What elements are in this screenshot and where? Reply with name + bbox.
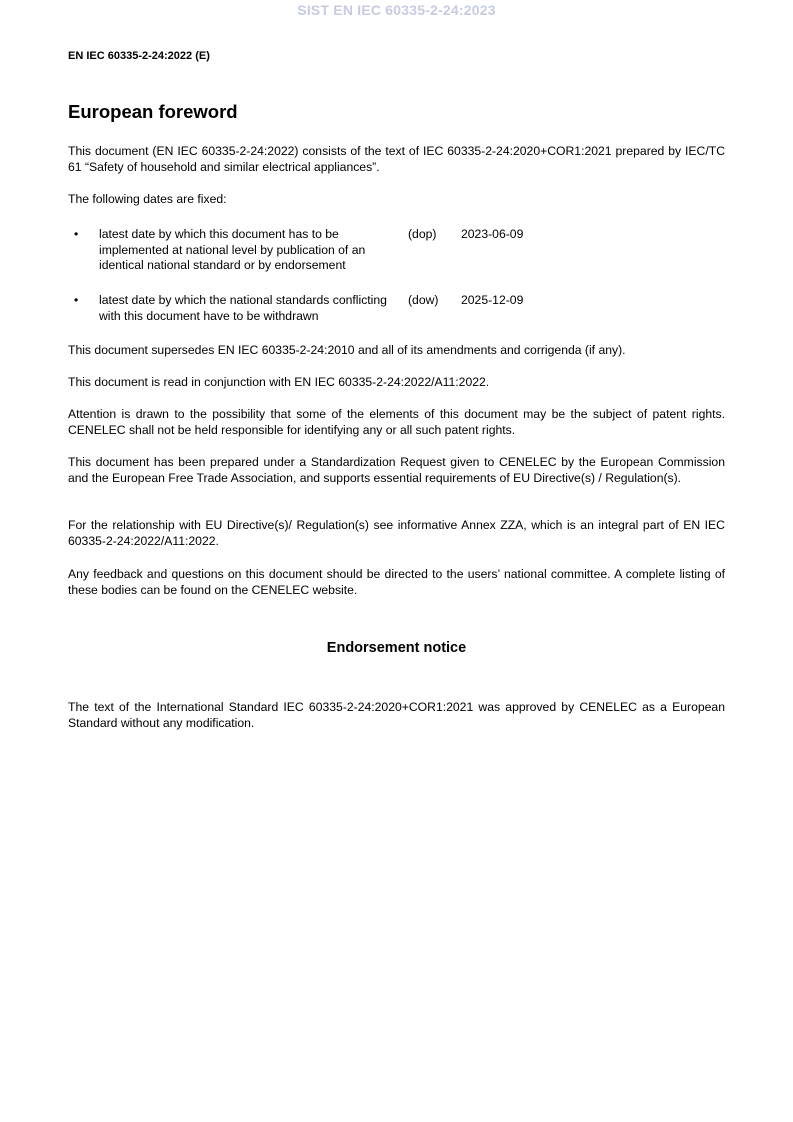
endorsement-heading: Endorsement notice: [326, 640, 467, 656]
date-value: 2023-06-09: [461, 227, 524, 241]
standardization-request-paragraph: This document has been prepared under a Standardization Request given to CENELEC by the European Commission and the European Free Trade Association, and supports essential requirements of EU Directive(s) / Regulation(s).: [68, 455, 725, 485]
endorsement-paragraph: The text of the International Standard IEC 60335-2-24:2020+COR1:2021 was approved by CENELEC as a European Standard without any modification.: [68, 700, 725, 730]
page-title: European foreword: [68, 101, 238, 122]
date-description: latest date by which the national standards conflicting with this document have to be withdrawn: [99, 293, 387, 323]
date-row-dow: [68, 293, 725, 341]
watermark: SIST EN IEC 60335-2-24:2023: [297, 2, 496, 18]
intro-paragraph: This document (EN IEC 60335-2-24:2022) consists of the text of IEC 60335-2-24:2020+COR1:2021 prepared by IEC/TC 61 “Safety of household and similar electrical appliances”.: [68, 144, 725, 174]
supersedes-paragraph: This document supersedes EN IEC 60335-2-24:2010 and all of its amendments and corrigenda (if any).: [68, 343, 626, 357]
document-id: EN IEC 60335-2-24:2022 (E): [68, 50, 210, 62]
patent-paragraph: Attention is drawn to the possibility that some of the elements of this document may be the subject of patent rights. CENELEC shall not be held responsible for identifying any or all such patent rights.: [68, 407, 725, 437]
date-value: 2025-12-09: [461, 293, 524, 307]
date-code: (dop): [408, 227, 437, 241]
bullet-icon: •: [74, 227, 79, 241]
date-description: latest date by which this document has to be implemented at national level by publication of an identical national standard or by endorsement: [99, 227, 366, 273]
conjunction-paragraph: This document is read in conjunction with EN IEC 60335-2-24:2022/A11:2022.: [68, 375, 490, 389]
date-code: (dow): [408, 293, 439, 307]
date-row-dop: [68, 227, 725, 275]
bullet-icon: •: [74, 293, 79, 307]
feedback-paragraph: Any feedback and questions on this document should be directed to the users’ national committee. A complete listing of these bodies can be found on the CENELEC website.: [68, 567, 725, 597]
annex-zza-paragraph: For the relationship with EU Directive(s)/ Regulation(s) see informative Annex ZZA, which is an integral part of EN IEC 60335-2-24:2022/A11:2022.: [68, 518, 725, 548]
dates-intro: The following dates are fixed:: [68, 192, 227, 206]
